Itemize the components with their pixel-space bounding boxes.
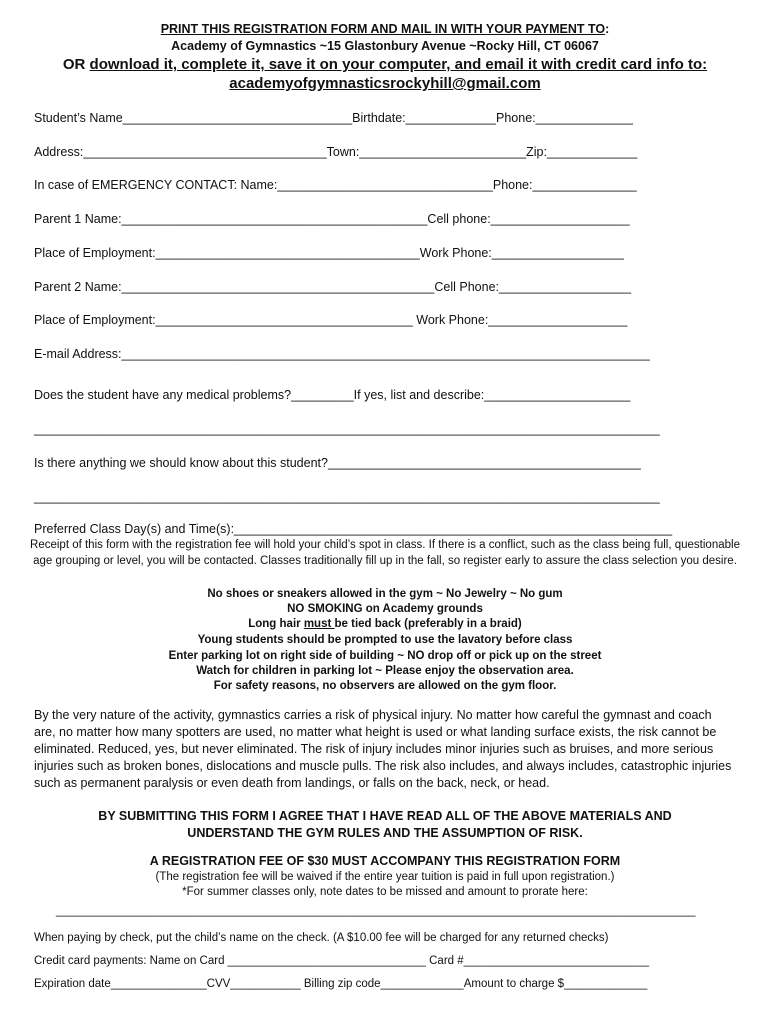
rule-long-hair-must: must: [303, 618, 335, 630]
medical-description-line[interactable]: __________________________________________________________________________________________: [34, 422, 660, 436]
credit-card-name-line[interactable]: Credit card payments: Name on Card _______________________________ Card #_____________________________: [34, 955, 650, 967]
parent2-employment-line[interactable]: Place of Employment:_____________________________________ Work Phone:____________________: [34, 313, 628, 327]
email-address-line[interactable]: E-mail Address:____________________________________________________________________________: [34, 347, 650, 361]
rule-long-hair-pre: Long hair: [248, 618, 304, 630]
medical-problems-line[interactable]: Does the student have any medical problems?_________If yes, list and describe:_____________________: [34, 388, 631, 402]
email-instructions-text: download it, complete it, save it on your computer, and email it with credit card info to:: [89, 56, 708, 73]
rule-parking: Enter parking lot on right side of building ~ NO drop off or pick up on the street: [168, 650, 602, 662]
rule-no-observers: For safety reasons, no observers are allowed on the gym floor.: [213, 680, 557, 692]
check-payment-note: When paying by check, put the child’s name on the check. (A $10.00 fee will be charged for any returned checks): [34, 932, 609, 944]
expiration-cvv-line[interactable]: Expiration date_______________CVV___________ Billing zip code_____________Amount to charge $_____________: [34, 978, 648, 990]
academy-email[interactable]: academyofgymnasticsrockyhill@gmail.com: [229, 75, 541, 92]
student-info-line[interactable]: Student’s Name_________________________________Birthdate:_____________Phone:______________: [34, 111, 633, 125]
student-notes-extra-line[interactable]: __________________________________________________________________________________________: [34, 490, 660, 504]
preferred-class-line[interactable]: Preferred Class Day(s) and Time(s):_______________________________________________________________: [34, 522, 673, 536]
email-instructions-heading: [0, 56, 770, 73]
mail-instructions-text: PRINT THIS REGISTRATION FORM AND MAIL IN WITH YOUR PAYMENT TO: [160, 22, 606, 36]
parent1-line[interactable]: Parent 1 Name:____________________________________________Cell phone:____________________: [34, 212, 630, 226]
emergency-contact-line[interactable]: In case of EMERGENCY CONTACT: Name:_______________________________Phone:_______________: [34, 178, 637, 192]
rule-long-hair-post: be tied back (preferably in a braid): [334, 618, 522, 630]
academy-address: Academy of Gymnastics ~15 Glastonbury Avenue ~Rocky Hill, CT 06067: [171, 39, 599, 53]
parent2-line[interactable]: Parent 2 Name:_____________________________________________Cell Phone:___________________: [34, 280, 632, 294]
mail-instructions-colon: :: [605, 22, 610, 36]
agreement-line-2: UNDERSTAND THE GYM RULES AND THE ASSUMPTION OF RISK.: [187, 826, 583, 840]
receipt-paragraph: Receipt of this form with the registration fee will hold your child’s spot in class. If there is a conflict, such as the class being full, questionable age grouping or level, you will be contacted. Classes traditionally fill up in the fall, so register early to assure the class selection you desire.: [30, 539, 740, 567]
rule-no-smoking: NO SMOKING on Academy grounds: [287, 603, 483, 615]
risk-paragraph: By the very nature of the activity, gymnastics carries a risk of physical injury. No matter how careful the gymnast and coach are, no matter how many spotters are used, no matter what height is used or what landing surface exists, the risk cannot be eliminated. Reduced, yes, but never eliminated. The risk of injury includes minor injuries such as bruises, and more serious injuries such as broken bones, dislocations and muscle pulls. The risk also includes, and always includes, catastrophic injuries such as permanent paralysis or even death from landings, or falls on the back, neck, or head.: [34, 708, 732, 790]
registration-fee-note: (The registration fee will be waived if the entire year tuition is paid in full upon registration.): [155, 871, 615, 883]
parent1-employment-line[interactable]: Place of Employment:______________________________________Work Phone:___________________: [34, 246, 624, 260]
summer-classes-note: *For summer classes only, note dates to be missed and amount to prorate here:: [182, 886, 588, 898]
rule-watch-children: Watch for children in parking lot ~ Please enjoy the observation area.: [196, 665, 574, 677]
student-notes-line[interactable]: Is there anything we should know about this student?_____________________________________________: [34, 456, 641, 470]
mail-instructions-heading: [0, 22, 770, 36]
summer-prorate-line[interactable]: ____________________________________________________________________________________________________: [56, 905, 696, 917]
rule-lavatory: Young students should be prompted to use the lavatory before class: [197, 634, 573, 646]
or-word: OR: [62, 56, 90, 73]
rule-long-hair: [0, 618, 770, 630]
registration-fee-heading: A REGISTRATION FEE OF $30 MUST ACCOMPANY THIS REGISTRATION FORM: [149, 854, 621, 868]
rule-no-shoes: No shoes or sneakers allowed in the gym ~ No Jewelry ~ No gum: [207, 588, 563, 600]
agreement-line-1: BY SUBMITTING THIS FORM I AGREE THAT I HAVE READ ALL OF THE ABOVE MATERIALS AND: [98, 809, 672, 823]
address-line[interactable]: Address:___________________________________Town:________________________Zip:_____________: [34, 145, 638, 159]
